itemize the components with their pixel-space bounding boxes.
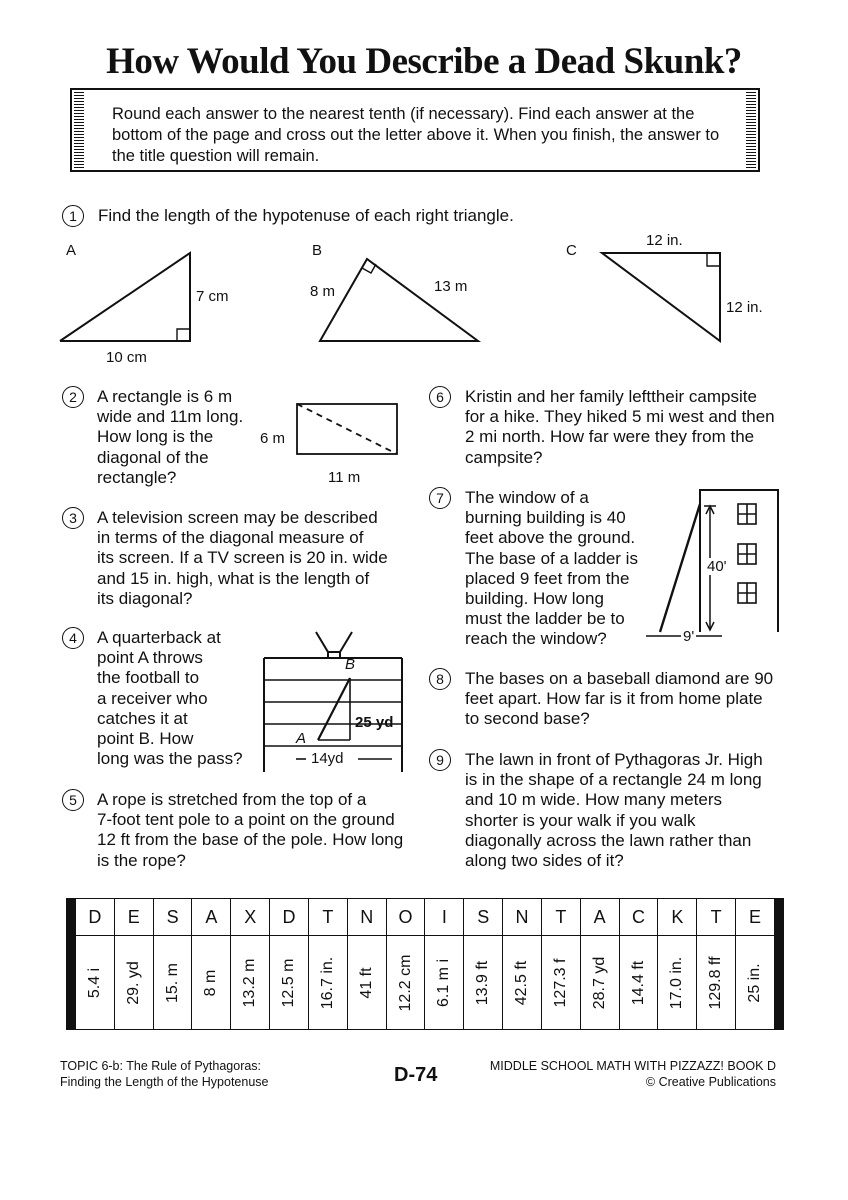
answer-key-letter: A	[192, 899, 230, 936]
problem-number-7: 7	[429, 487, 451, 509]
answer-key-column	[76, 899, 114, 1029]
rectangle-figure	[297, 404, 397, 454]
answer-key-letter: E	[736, 899, 774, 936]
answer-key-letter: S	[464, 899, 502, 936]
ladder-base-label: 9'	[683, 628, 695, 645]
answer-key-letter: A	[581, 899, 619, 936]
answer-key-column	[580, 899, 619, 1029]
answer-key-cell	[581, 936, 619, 1029]
answer-key-cell	[154, 936, 192, 1029]
footer-publisher: © Creative Publications	[645, 1075, 776, 1089]
answer-key-column	[502, 899, 541, 1029]
problem-5-text: A rope is stretched from the top of a 7-foot tent pole to a point on the ground 12 ft from the base of the pole. How long is the rope?	[97, 790, 404, 870]
triangle-a-side-vertical: 7 cm	[196, 288, 229, 305]
footer-book-title: MIDDLE SCHOOL MATH WITH PIZZAZZ! BOOK D	[489, 1059, 776, 1073]
answer-key-value: 16.7 in.	[318, 956, 336, 1009]
answer-key-column	[386, 899, 425, 1029]
answer-key-letter: K	[658, 899, 696, 936]
answer-key-column	[308, 899, 347, 1029]
triangle-b-leg: 8 m	[310, 283, 336, 300]
problem-2-text: A rectangle is 6 m wide and 11m long. How long is the diagonal of the rectangle?	[97, 387, 244, 487]
answer-key-cell	[309, 936, 347, 1029]
triangle-c-side-leg: 12 in.	[726, 299, 763, 316]
answer-key-value: 6.1 m i	[435, 958, 453, 1007]
answer-key-cell	[76, 936, 114, 1029]
problem-number-3: 3	[62, 507, 84, 529]
answer-key-letter: N	[503, 899, 541, 936]
answer-key-value: 25 in.	[745, 962, 763, 1003]
answer-key-cell	[620, 936, 658, 1029]
problem-number-2: 2	[62, 386, 84, 408]
answer-key-column	[696, 899, 735, 1029]
triangle-a	[60, 253, 190, 341]
answer-key-column	[153, 899, 192, 1029]
answer-key-cell	[270, 936, 308, 1029]
triangle-b-label: B	[312, 242, 323, 259]
answer-key-column	[114, 899, 153, 1029]
answer-key-value: 17.0 in.	[668, 956, 686, 1009]
answer-key-value: 28.7 yd	[590, 956, 608, 1009]
answer-key-grid	[76, 898, 774, 1030]
horizontal-distance-label: 14yd	[311, 750, 344, 767]
answer-key-cell	[192, 936, 230, 1029]
vertical-distance-label: 25 yd	[355, 714, 394, 731]
answer-key-letter: T	[309, 899, 347, 936]
page-title: How Would You Describe a Dead Skunk?	[106, 41, 742, 82]
answer-key-cell	[115, 936, 153, 1029]
problem-7-text: The window of a burning building is 40 feet above the ground. The base of a ladder is placed 9 feet from the building. How long must the ladder be to reach the window?	[465, 488, 638, 649]
answer-key-letter: X	[231, 899, 269, 936]
problem-8-text: The bases on a baseball diamond are 90 feet apart. How far is it from home plate to second base?	[465, 669, 774, 729]
answer-key-value: 14.4 ft	[629, 960, 647, 1005]
answer-key-value: 29. yd	[124, 960, 142, 1005]
answer-key-letter: D	[76, 899, 114, 936]
triangle-c-top-leg: 12 in.	[646, 232, 683, 249]
answer-key-value: 8 m	[202, 969, 220, 996]
rectangle-width-label: 6 m	[260, 430, 286, 447]
answer-key-cell	[542, 936, 580, 1029]
answer-key-cell	[387, 936, 425, 1029]
problem-number-5: 5	[62, 789, 84, 811]
answer-key-value: 129.8 ff	[707, 955, 725, 1010]
answer-key-value: 12.5 m	[280, 958, 298, 1007]
answer-key-letter: E	[115, 899, 153, 936]
answer-key-column	[230, 899, 269, 1029]
answer-key-letter: S	[154, 899, 192, 936]
triangle-c-label: C	[566, 242, 577, 259]
triangle-b	[320, 259, 478, 341]
page-number: D-74	[394, 1064, 438, 1086]
answer-key-value: 13.2 m	[241, 958, 259, 1007]
problem-number-4: 4	[62, 627, 84, 649]
answer-key-cell	[231, 936, 269, 1029]
answer-key-right-bar	[774, 898, 784, 1030]
answer-key-letter: T	[542, 899, 580, 936]
answer-key-column	[347, 899, 386, 1029]
answer-key-column	[424, 899, 463, 1029]
answer-key-cell	[348, 936, 386, 1029]
answer-key-value: 42.5 ft	[513, 960, 531, 1005]
point-a-label: A	[296, 730, 307, 747]
problem-number-1: 1	[62, 205, 84, 227]
point-b-label: B	[345, 656, 356, 673]
answer-key-column	[619, 899, 658, 1029]
problem-number-9: 9	[429, 749, 451, 771]
problem-1-text: Find the length of the hypotenuse of each right triangle.	[98, 206, 514, 225]
rectangle-length-label: 11 m	[328, 469, 361, 486]
answer-key-column	[657, 899, 696, 1029]
answer-key-value: 127.3 f	[551, 958, 569, 1007]
problem-9-text: The lawn in front of Pythagoras Jr. High is in the shape of a rectangle 24 m long and 10 m wide. How many meters shorter is your walk if you walk diagonally across the lawn rather than along two sides of it?	[465, 750, 763, 871]
triangle-c	[602, 253, 720, 341]
instructions-text: Round each answer to the nearest tenth (if necessary). Find each answer at the bottom of the page and cross out the letter above it. When you finish, the answer to the title question will remain.	[112, 105, 720, 165]
footer-topic-line-2: Finding the Length of the Hypotenuse	[60, 1075, 269, 1089]
answer-key-column	[541, 899, 580, 1029]
answer-key-column	[735, 899, 774, 1029]
problem-number-8: 8	[429, 668, 451, 690]
answer-key-letter: D	[270, 899, 308, 936]
answer-key-letter: N	[348, 899, 386, 936]
problem-number-6: 6	[429, 386, 451, 408]
answer-key-cell	[503, 936, 541, 1029]
answer-key-cell	[658, 936, 696, 1029]
answer-key-cell	[736, 936, 774, 1029]
answer-key-letter: C	[620, 899, 658, 936]
answer-key-letter: I	[425, 899, 463, 936]
problem-4-text: A quarterback at point A throws the football to a receiver who catches it at point B. How long was the pass?	[97, 628, 243, 769]
problem-6-text: Kristin and her family lefttheir campsite for a hike. They hiked 5 mi west and then 2 mi north. How far were they from the campsite?	[465, 387, 775, 467]
triangle-a-label: A	[66, 242, 77, 259]
answer-key-letter: O	[387, 899, 425, 936]
triangle-a-side-horizontal: 10 cm	[106, 349, 147, 366]
footer-topic	[60, 1058, 268, 1090]
footer-topic-line-1: TOPIC 6-b: The Rule of Pythagoras:	[60, 1059, 262, 1073]
answer-key-column	[269, 899, 308, 1029]
problem-3-text: A television screen may be described in terms of the diagonal measure of its screen. If a TV screen is 20 in. wide and 15 in. high, what is the length of its diagonal?	[97, 508, 388, 608]
answer-key-value: 15. m	[163, 962, 181, 1003]
answer-key-value: 12.2 cm	[396, 954, 414, 1011]
answer-key-column	[463, 899, 502, 1029]
answer-key-value: 5.4 i	[85, 967, 103, 998]
footer-book	[490, 1058, 776, 1090]
answer-key-value: 13.9 ft	[474, 960, 492, 1005]
answer-key-value: 41 ft	[357, 966, 375, 999]
triangle-b-leg-2: 13 m	[434, 278, 468, 295]
answer-key-left-bar	[66, 898, 76, 1030]
answer-key	[66, 898, 784, 1030]
answer-key-cell	[697, 936, 735, 1029]
answer-key-letter: T	[697, 899, 735, 936]
answer-key-column	[191, 899, 230, 1029]
building-windows	[738, 504, 756, 603]
answer-key-cell	[425, 936, 463, 1029]
answer-key-cell	[464, 936, 502, 1029]
building-height-label: 40'	[707, 558, 727, 575]
